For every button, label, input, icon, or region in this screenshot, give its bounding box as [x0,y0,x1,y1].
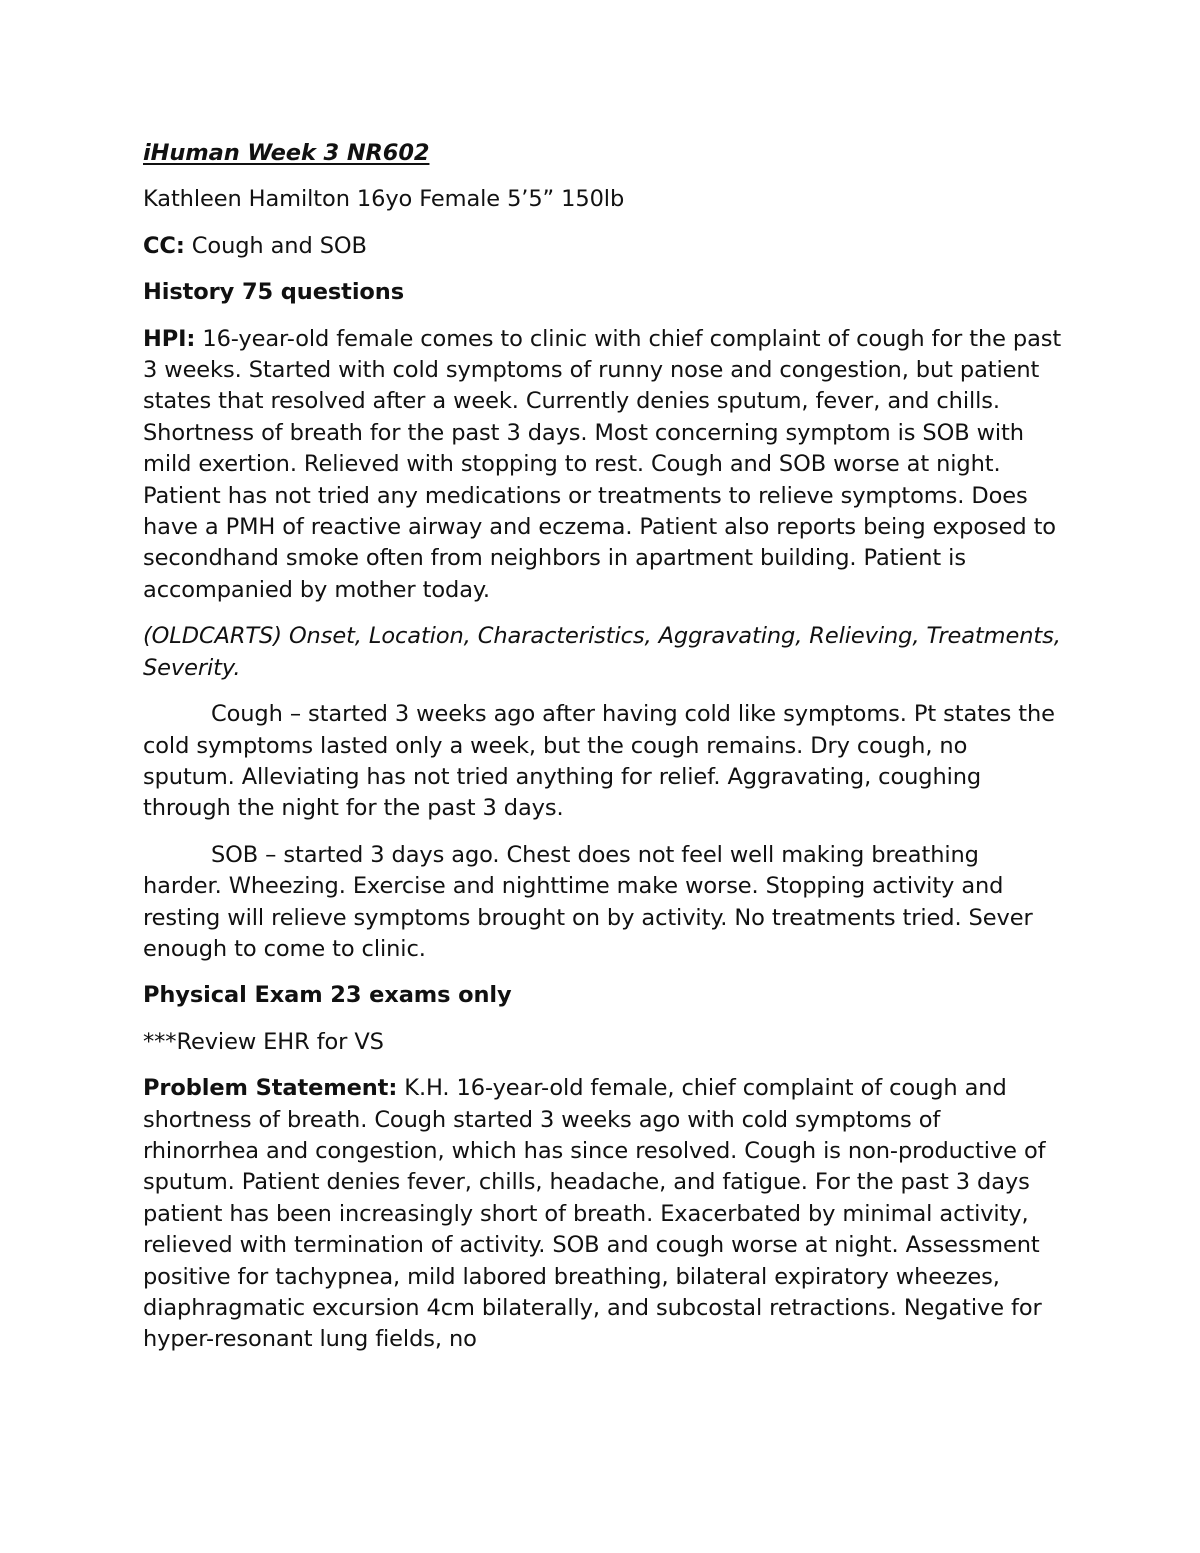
chief-complaint [143,231,1063,262]
oldcarts-line: (OLDCARTS) Onset, Location, Characteristics, Aggravating, Relieving, Treatments, Severity. [143,623,1061,681]
document-body [143,138,1063,1371]
hpi-paragraph [143,324,1063,607]
document-title-line [143,138,1063,169]
document-title: iHuman Week 3 NR602 [143,140,430,166]
physical-exam-heading: Physical Exam 23 exams only [143,982,512,1009]
problem-statement-label: Problem Statement: [143,1075,398,1102]
hpi-label: HPI: [143,325,196,352]
cough-paragraph: Cough – started 3 weeks ago after having cold like symptoms. Pt states the cold symptoms lasted only a week, but the cough remains. Dry cough, no sputum. Alleviating has not tried anything for relief. Aggravating, coughing through the night for the past 3 days. [143,701,1055,822]
sob-paragraph: SOB – started 3 days ago. Chest does not feel well making breathing harder. Wheezing. Exercise and nighttime make worse. Stopping activity and resting will relieve symptoms brought on by activity. No treatments tried. Sever enough to come to clinic. [143,841,1033,962]
hpi-text: 16-year-old female comes to clinic with chief complaint of cough for the past 3 weeks. Started with cold symptoms of runny nose and congestion, but patient states that resolved after a week. Currently denies sputum, fever, and chills. Shortness of breath for the past 3 days. Most concerning symptom is SOB with mild exertion. Relieved with stopping to rest. Cough and SOB worse at night. Patient has not tried any medications or treatments to relieve symptoms. Does have a PMH of reactive airway and eczema. Patient also reports being exposed to secondhand smoke often from neighbors in apartment building. Patient is accompanied by mother today. [143,325,1062,603]
cc-text: Cough and SOB [184,232,367,259]
patient-info: Kathleen Hamilton 16yo Female 5’5” 150lb [143,186,625,213]
problem-statement-text: K.H. 16-year-old female, chief complaint of cough and shortness of breath. Cough started 3 weeks ago with cold symptoms of rhinorrhea and congestion, which has since resolved. Cough is non-productive of sputum. Patient denies fever, chills, headache, and fatigue. For the past 3 days patient has been increasingly short of breath. Exacerbated by minimal activity, relieved with termination of activity. SOB and cough worse at night. Assessment positive for tachypnea, mild labored breathing, bilateral expiratory wheezes, diaphragmatic excursion 4cm bilaterally, and subcostal retractions. Negative for hyper-resonant lung fields, no [143,1075,1046,1353]
review-note: ***Review EHR for VS [143,1028,384,1055]
history-heading: History 75 questions [143,279,405,306]
cc-label: CC: [143,232,185,259]
problem-statement [143,1073,1063,1356]
